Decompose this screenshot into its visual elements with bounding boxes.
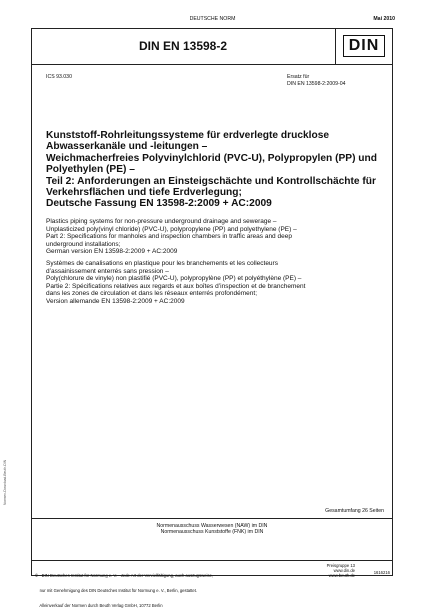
din-logo xyxy=(343,35,385,57)
title-german xyxy=(46,130,381,210)
title-english-line: Part 2: Specifications for manholes and inspection chambers in traffic areas and deep xyxy=(46,233,292,241)
title-french xyxy=(46,260,381,306)
title-german-line: Teil 2: Anforderungen an Einsteigschächte und Kontrollschächte für xyxy=(46,175,376,187)
title-french-line: Partie 2: Spécifications relatives aux regards et aux boîtes d’inspection et de branchement xyxy=(46,282,306,290)
din-logo-text: DIN xyxy=(348,37,380,54)
ics-code: ICS 93.030 xyxy=(46,74,72,80)
standard-designation: DIN EN 13598-2 xyxy=(138,39,228,53)
committee-top-rule xyxy=(31,518,393,519)
replaces-label: Ersatz für xyxy=(287,74,310,80)
beuth-url[interactable]: www.beuth.de xyxy=(328,573,355,578)
price-info xyxy=(300,563,355,578)
committee-line: Normenausschuss Kunststoffe (FNK) im DIN xyxy=(160,529,264,536)
committee-line: Normenausschuss Wasserwesen (NAW) im DIN xyxy=(156,523,268,529)
document-number: 1616216 xyxy=(373,570,390,575)
committee-list xyxy=(31,523,393,536)
title-box-bottom-rule xyxy=(31,64,393,65)
page-count: Gesamtumfang 26 Seiten xyxy=(325,508,384,514)
title-german-line: Polyethylen (PE) – xyxy=(46,164,135,176)
replaces-value: DIN EN 13598-2:2009-04 xyxy=(287,81,346,87)
footer-top-rule xyxy=(31,560,393,561)
din-url[interactable]: www.din.de xyxy=(333,568,355,573)
title-german-line: Deutsche Fassung EN 13598-2:2009 + AC:2009 xyxy=(46,198,272,210)
title-english xyxy=(46,218,381,256)
title-french-line: Systèmes de canalisations en plastique pour les branchements et les collecteurs xyxy=(46,260,278,267)
title-french-line: d’assainissement enterrés sans pression – xyxy=(46,267,169,275)
copyright-line: nur mit Genehmigung des DIN Deutsches Institut für Normung e. V., Berlin, gestattet. xyxy=(35,588,198,593)
title-english-line: underground installations; xyxy=(46,240,121,248)
title-english-line: Unplasticized poly(vinyl chloride) (PVC-U), polypropylene (PP) and polyethylene (PE) – xyxy=(46,225,297,233)
title-french-line: Poly(chlorure de vinyle) non plastifié (PVC-U), polypropylène (PP) et polyéthylène (PE) – xyxy=(46,275,302,283)
side-download-watermark: Normen-Download-Beuth-DIN xyxy=(3,459,7,505)
title-german-line: Abwasserkanäle und -leitungen – xyxy=(46,141,208,153)
title-english-line: German version EN 13598-2:2009 + AC:2009 xyxy=(46,248,178,256)
title-german-line: Kunststoff-Rohrleitungssysteme für erdverlegte drucklose xyxy=(46,130,330,141)
title-french-line: Version allemande EN 13598-2:2009 + AC:2009 xyxy=(46,297,185,305)
publication-date: Mai 2010 xyxy=(373,16,395,22)
copyright-notice xyxy=(35,563,295,613)
copyright-line: © DIN Deutsches Institut für Normung e. V. · Jede Art der Vervielfältigung, auch auszugsweise, xyxy=(35,573,213,578)
title-english-line: Plastics piping systems for non-pressure underground drainage and sewerage – xyxy=(46,218,277,225)
price-group: Preisgruppe 13 xyxy=(326,563,355,568)
title-french-line: dans les zones de circulation et dans les réseaux enterrés profondément; xyxy=(46,290,258,298)
title-box-divider xyxy=(335,28,336,64)
standard-label: DEUTSCHE NORM xyxy=(189,16,236,22)
copyright-line: Alleinverkauf der Normen durch Beuth Verlag GmbH, 10772 Berlin xyxy=(35,603,163,608)
title-german-line: Weichmacherfreies Polyvinylchlorid (PVC-U), Polypropylen (PP) und xyxy=(46,152,377,164)
title-german-line: Verkehrsflächen und tiefe Erdverlegung; xyxy=(46,187,242,199)
